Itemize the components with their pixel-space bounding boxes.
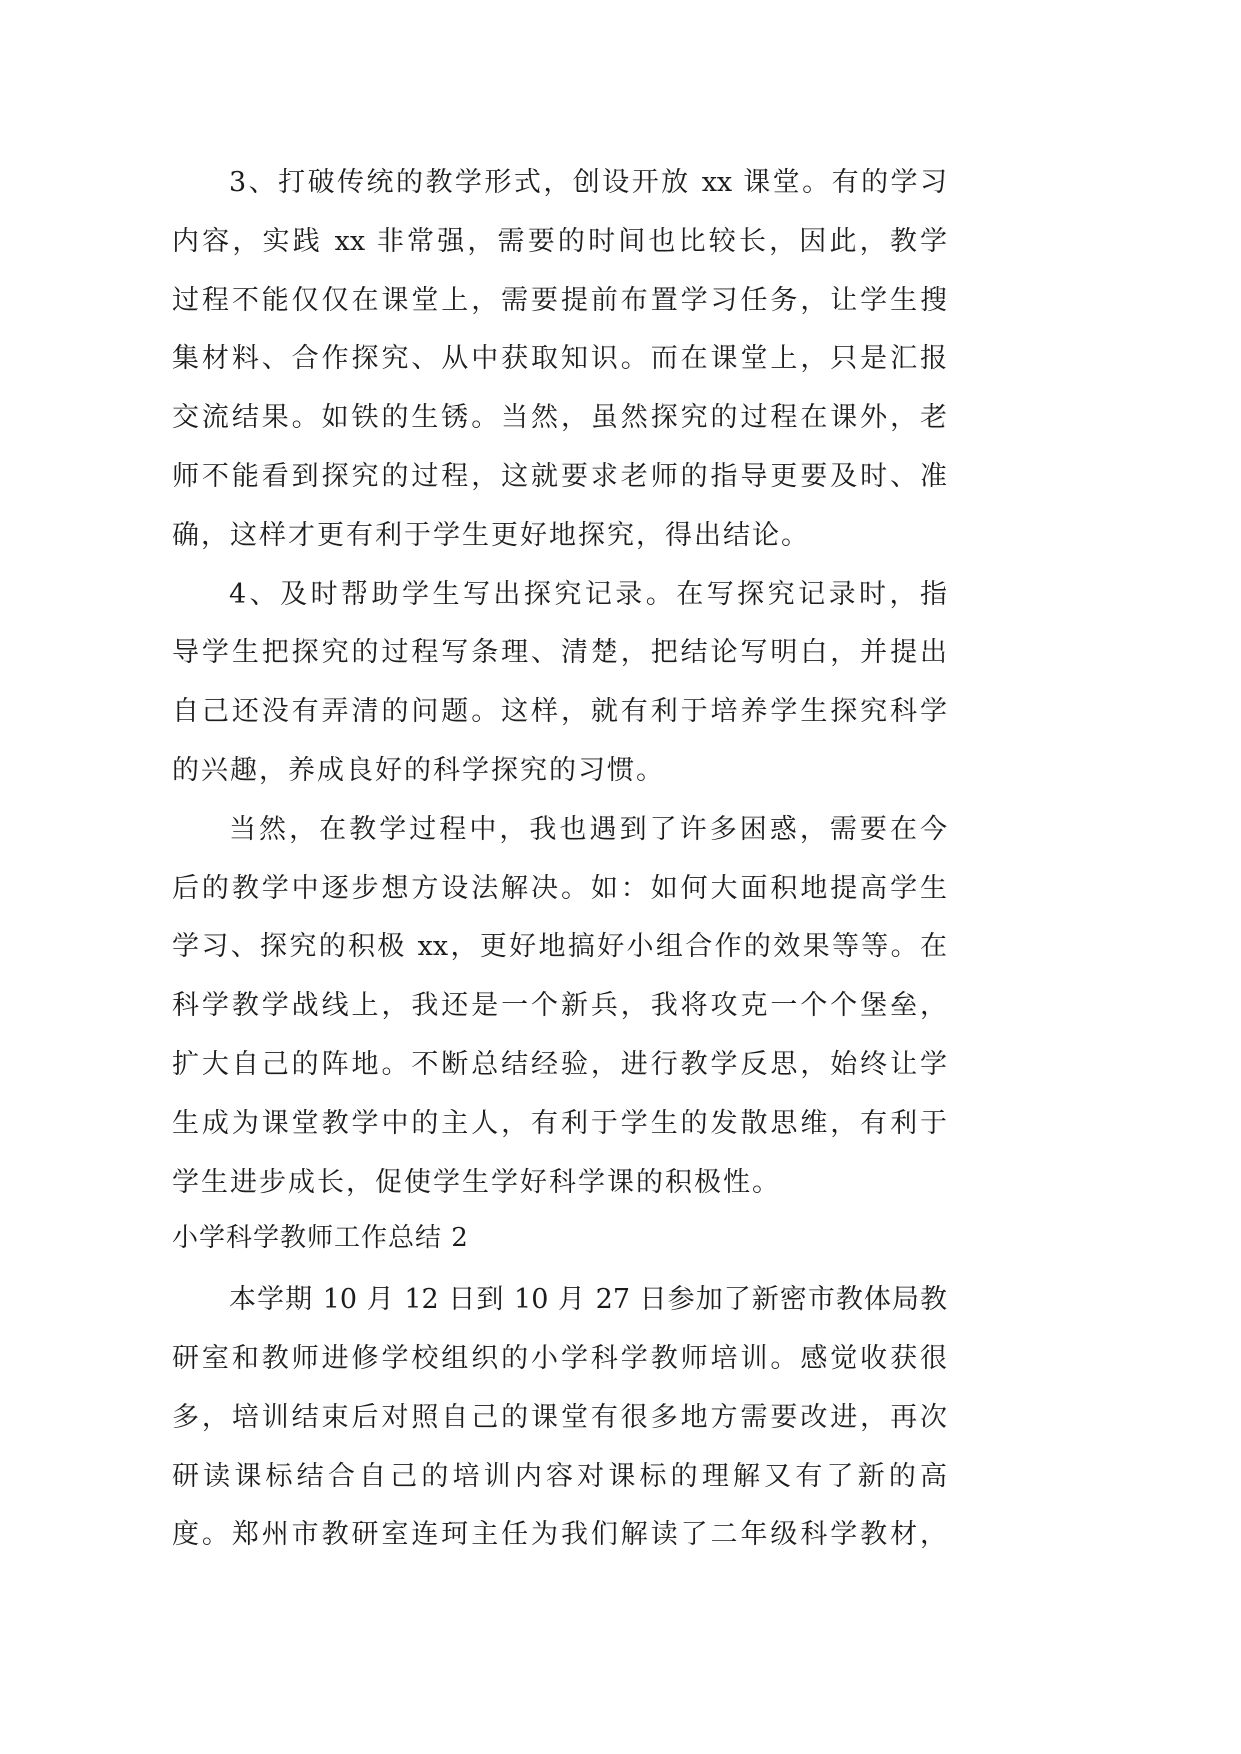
text-line: 师不能看到探究的过程，这就要求老师的指导更要及时、准: [172, 460, 947, 492]
text-line: 当然，在教学过程中，我也遇到了许多困惑，需要在今: [229, 813, 947, 845]
text-line: 集材料、合作探究、从中获取知识。而在课堂上，只是汇报: [172, 343, 947, 375]
paragraph: [172, 801, 947, 1213]
text-line: 后的教学中逐步想方设法解决。如：如何大面积地提高学生: [172, 872, 947, 904]
text-line: 学生进步成长，促使学生学好科学课的积极性。: [172, 1166, 781, 1198]
paragraph: [172, 566, 947, 801]
text-line: 学习、探究的积极 xx，更好地搞好小组合作的效果等等。在: [172, 931, 947, 963]
paragraph: [172, 154, 947, 566]
text-line: 自己还没有弄清的问题。这样，就有利于培养学生探究科学: [172, 696, 947, 728]
text-line: 内容，实践 xx 非常强，需要的时间也比较长，因此，教学: [172, 225, 947, 257]
text-line: 交流结果。如铁的生锈。当然，虽然探究的过程在课外，老: [172, 402, 947, 434]
text-line: 本学期 10 月 12 日到 10 月 27 日参加了新密市教体局教: [229, 1284, 947, 1316]
text-line: 的兴趣，养成良好的科学探究的习惯。: [172, 754, 665, 786]
text-line: 研室和教师进修学校组织的小学科学教师培训。感觉收获很: [172, 1342, 947, 1374]
text-line: 确，这样才更有利于学生更好地探究，得出结论。: [172, 519, 810, 551]
text-line: 扩大自己的阵地。不断总结经验，进行教学反思，始终让学: [172, 1048, 947, 1080]
document-body: [172, 154, 947, 1565]
text-line: 研读课标结合自己的培训内容对课标的理解又有了新的高: [172, 1460, 947, 1492]
paragraph: [172, 1271, 947, 1565]
section-heading: 小学科学教师工作总结 2: [172, 1223, 469, 1254]
text-line: 3、打破传统的教学形式，创设开放 xx 课堂。有的学习: [229, 167, 947, 198]
text-line: 科学教学战线上，我还是一个新兵，我将攻克一个个堡垒，: [172, 990, 947, 1022]
text-line: 多，培训结束后对照自己的课堂有很多地方需要改进，再次: [172, 1401, 947, 1433]
text-line: 度。郑州市教研室连珂主任为我们解读了二年级科学教材，: [172, 1519, 947, 1551]
text-line: 4、及时帮助学生写出探究记录。在写探究记录时，指: [229, 578, 947, 610]
text-line: 导学生把探究的过程写条理、清楚，把结论写明白，并提出: [172, 637, 947, 669]
text-line: 生成为课堂教学中的主人，有利于学生的发散思维，有利于: [172, 1107, 947, 1139]
text-line: 过程不能仅仅在课堂上，需要提前布置学习任务，让学生搜: [172, 284, 947, 316]
